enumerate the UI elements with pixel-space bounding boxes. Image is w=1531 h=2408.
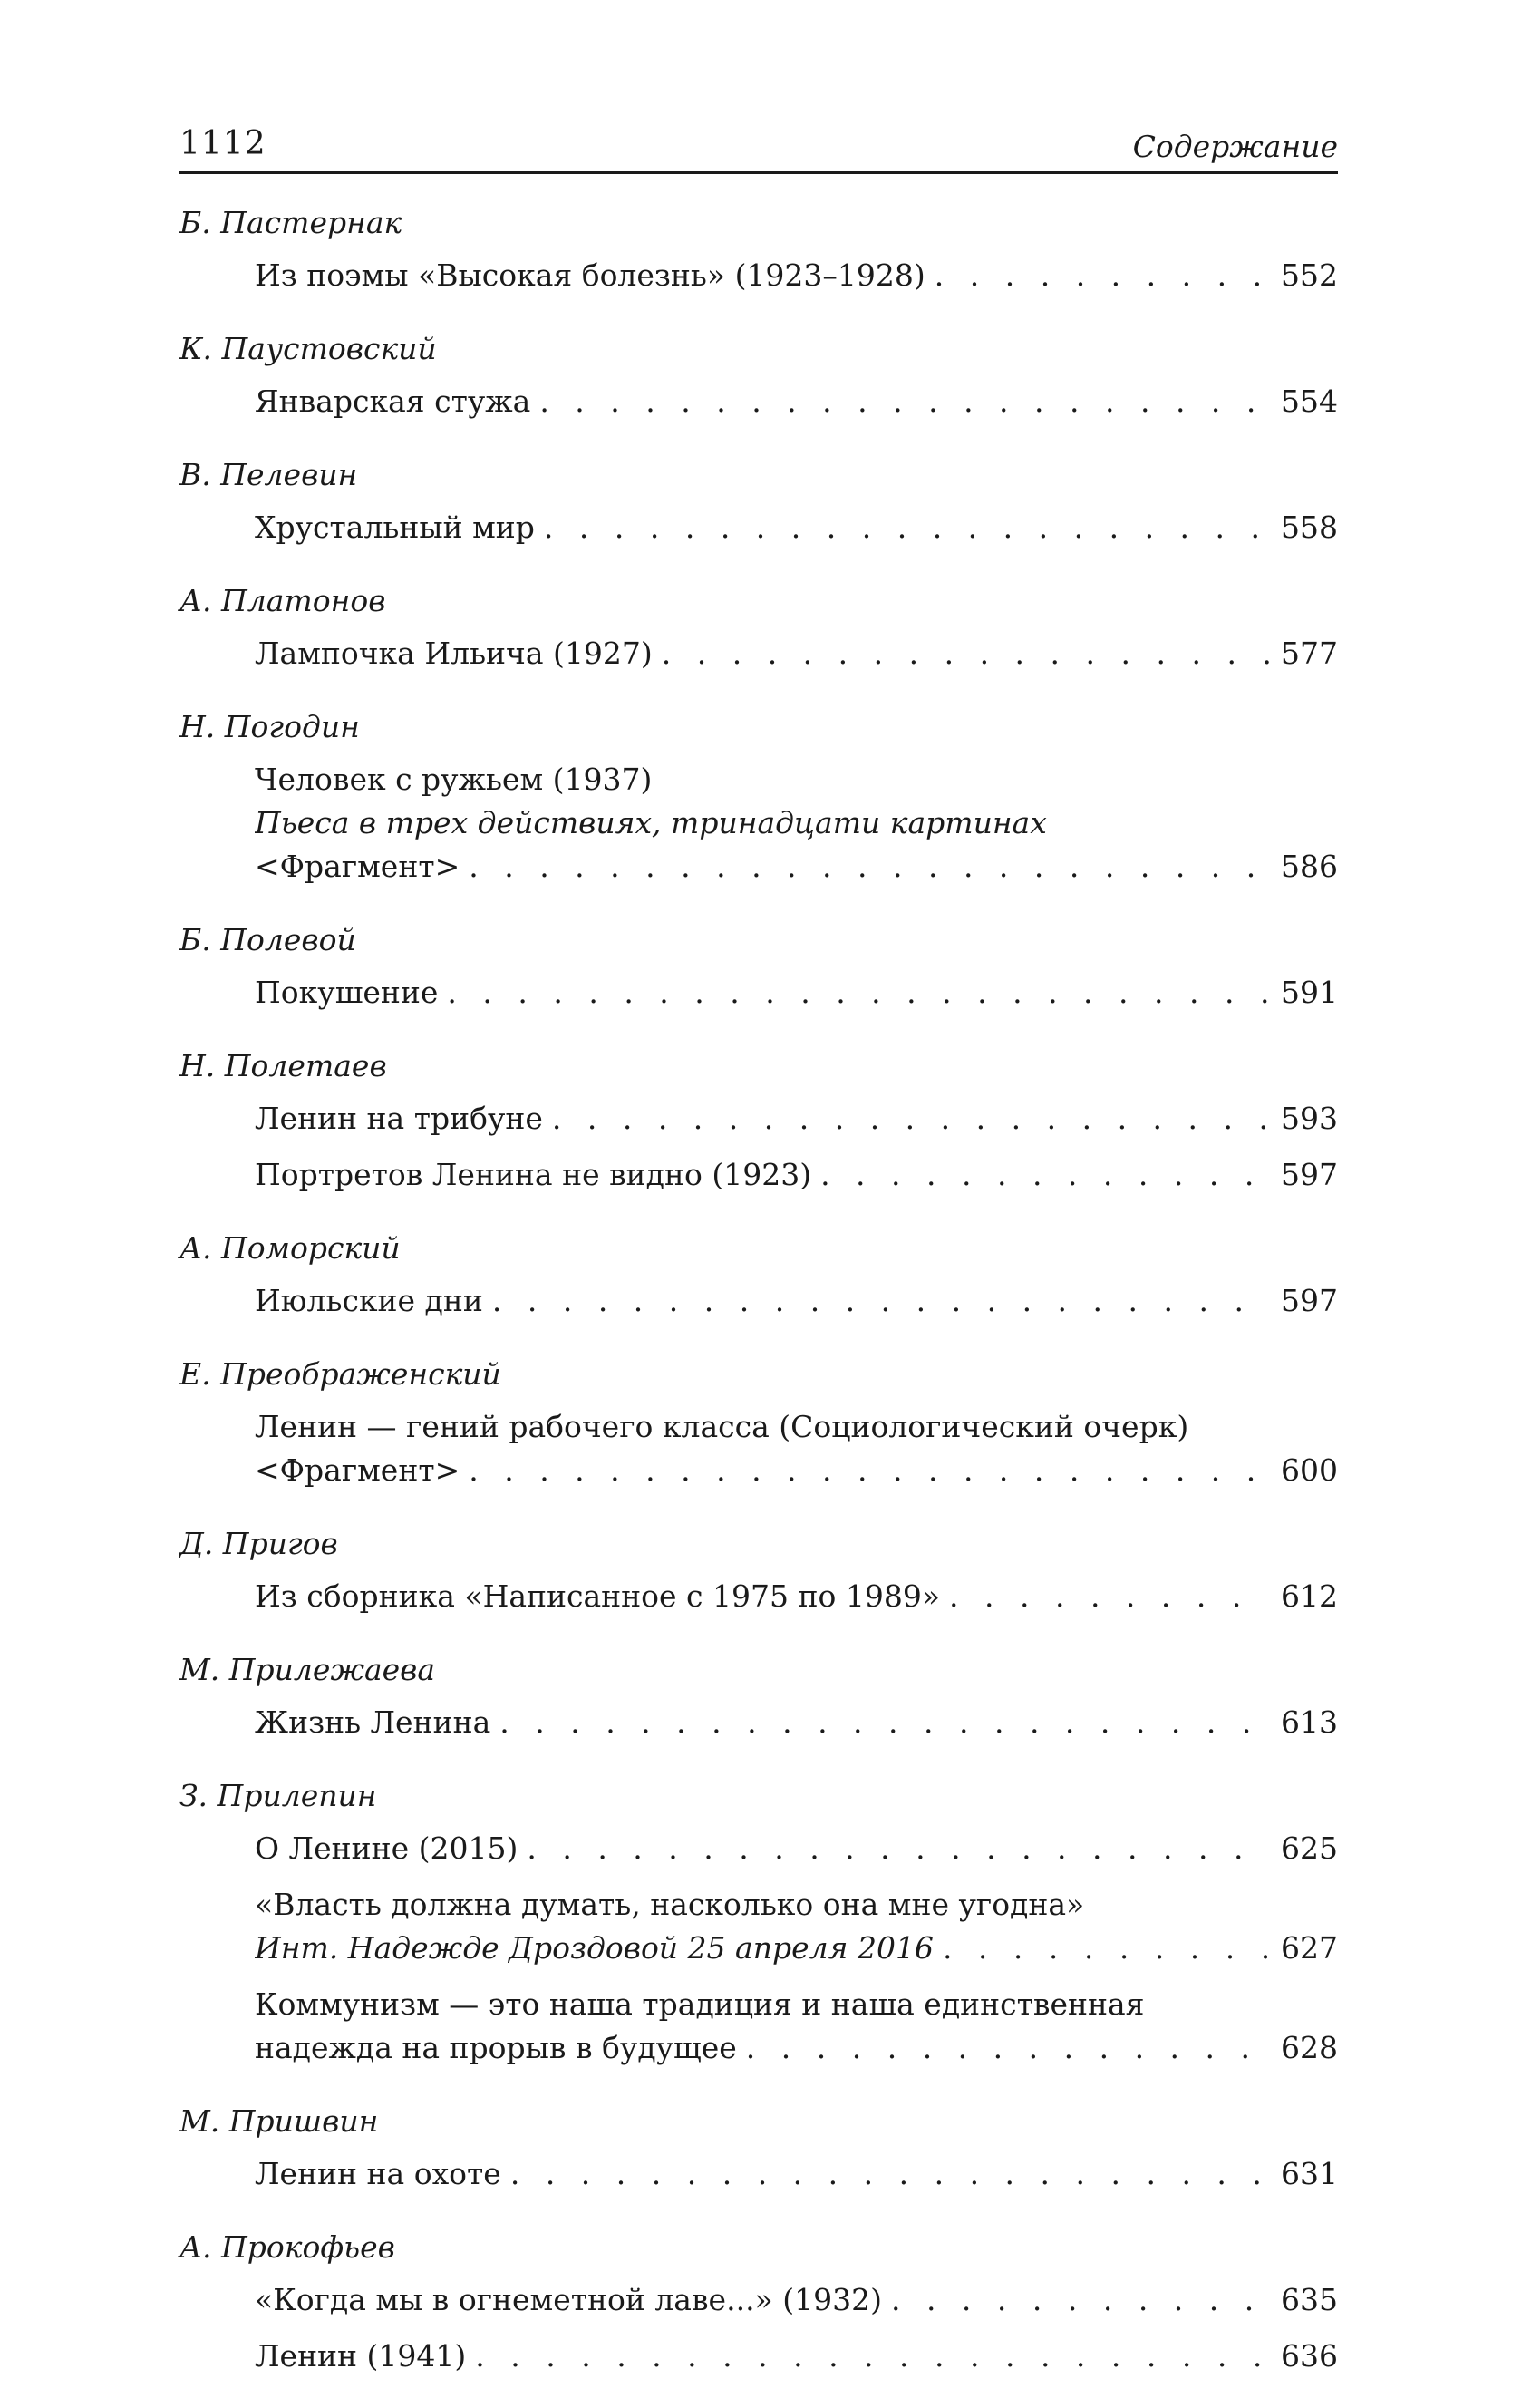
entry-leader-line <box>255 2335 1338 2378</box>
entry-leader-line <box>255 1927 1338 1970</box>
entry-leader-line <box>255 2278 1338 2322</box>
author-block <box>179 201 1338 297</box>
page-reference: 554 <box>1281 384 1338 419</box>
entry-leader-line <box>255 1827 1338 1870</box>
dot-leader <box>943 1927 1269 1970</box>
page-reference: 628 <box>1281 2030 1338 2065</box>
entry-title: Ленин (1941) <box>255 2338 467 2374</box>
toc-entry[interactable] <box>255 506 1338 549</box>
page-reference: 627 <box>1281 1930 1338 1966</box>
dot-leader <box>499 1701 1269 1744</box>
dot-leader <box>527 1827 1269 1870</box>
entry-title-line: Ленин — гений рабочего класса (Социологический очерк) <box>255 1409 1189 1444</box>
entry-leader-line <box>255 380 1338 423</box>
running-title: Содержание <box>1132 129 1338 164</box>
entry-leader-line <box>255 1701 1338 1744</box>
author-block <box>179 579 1338 675</box>
page-reference: 577 <box>1281 636 1338 671</box>
toc-entry[interactable] <box>255 632 1338 675</box>
toc-entry[interactable] <box>255 1279 1338 1323</box>
author-name: М. Прилежаева <box>179 1652 436 1687</box>
entry-leader-line <box>255 1449 1338 1492</box>
author-block <box>179 1648 1338 1744</box>
dot-leader <box>891 2278 1269 2322</box>
author-block <box>179 2100 1338 2196</box>
dot-leader <box>492 1279 1269 1323</box>
author-name: В. Пелевин <box>179 457 358 492</box>
page-reference: 593 <box>1281 1101 1338 1136</box>
dot-leader <box>662 632 1269 675</box>
page-number: 1112 <box>179 125 266 162</box>
entry-title: Ленин на охоте <box>255 2156 501 2191</box>
page-reference: 600 <box>1281 1452 1338 1488</box>
entry-title: Январская стужа <box>255 384 531 419</box>
entry-leader-line <box>255 1575 1338 1618</box>
entry-title: Хрустальный мир <box>255 510 535 545</box>
toc-entry[interactable] <box>255 2278 1338 2322</box>
author-name: Б. Полевой <box>179 922 356 957</box>
author-block <box>179 1044 1338 1197</box>
entry-title: Ленин на трибуне <box>255 1101 543 1136</box>
entry-title-line: Коммунизм — это наша традиция и наша единственная <box>255 1986 1145 2022</box>
entry-leader-line <box>255 1153 1338 1197</box>
dot-leader <box>949 1575 1269 1618</box>
entry-leader-line <box>255 2152 1338 2196</box>
author-name: Н. Полетаев <box>179 1048 387 1083</box>
author-name: М. Пришвин <box>179 2103 379 2139</box>
author-block <box>179 918 1338 1015</box>
author-name: Д. Пригов <box>179 1526 338 1561</box>
toc-entry[interactable] <box>255 1575 1338 1618</box>
author-block <box>179 1522 1338 1618</box>
entry-title: <Фрагмент> <box>255 849 460 884</box>
entry-title: «Когда мы в огнеметной лаве...» (1932) <box>255 2282 882 2317</box>
toc-entry[interactable] <box>255 1405 1338 1492</box>
toc-entry[interactable] <box>255 971 1338 1015</box>
dot-leader <box>935 254 1269 297</box>
dot-leader <box>820 1153 1269 1197</box>
entry-title: Из сборника «Написанное с 1975 по 1989» <box>255 1578 941 1614</box>
entry-title-line: Человек с ружьем (1937) <box>255 762 653 797</box>
page-reference: 612 <box>1281 1578 1338 1614</box>
page-reference: 625 <box>1281 1830 1338 1866</box>
page-reference: 597 <box>1281 1157 1338 1192</box>
entry-leader-line <box>255 506 1338 549</box>
entry-title: Лампочка Ильича (1927) <box>255 636 653 671</box>
toc-entry[interactable] <box>255 758 1338 888</box>
author-block <box>179 1353 1338 1492</box>
author-name: А. Прокофьев <box>179 2229 395 2265</box>
entry-leader-line <box>255 632 1338 675</box>
author-name: Н. Погодин <box>179 709 360 744</box>
dot-leader <box>469 845 1269 888</box>
entry-title: Июльские дни <box>255 1283 483 1318</box>
page-reference: 613 <box>1281 1704 1338 1740</box>
entry-leader-line <box>255 971 1338 1015</box>
dot-leader <box>539 380 1269 423</box>
dot-leader <box>447 971 1269 1015</box>
page-reference: 558 <box>1281 510 1338 545</box>
author-block <box>179 1227 1338 1323</box>
author-name: З. Прилепин <box>179 1778 377 1813</box>
author-name: А. Поморский <box>179 1230 401 1266</box>
entry-title: надежда на прорыв в будущее <box>255 2030 737 2065</box>
author-name: К. Паустовский <box>179 331 437 366</box>
author-name: А. Платонов <box>179 583 386 618</box>
page-reference: 586 <box>1281 849 1338 884</box>
page-reference: 591 <box>1281 975 1338 1010</box>
author-name: Е. Преображенский <box>179 1356 501 1392</box>
author-block <box>179 1774 1338 2070</box>
dot-leader <box>510 2152 1269 2196</box>
entry-title: <Фрагмент> <box>255 1452 460 1488</box>
entry-title: Жизнь Ленина <box>255 1704 491 1740</box>
entry-title: О Ленине (2015) <box>255 1830 518 1866</box>
entry-leader-line <box>255 1279 1338 1323</box>
dot-leader <box>544 506 1269 549</box>
dot-leader <box>469 1449 1269 1492</box>
entry-leader-line <box>255 845 1338 888</box>
toc-entry[interactable] <box>255 380 1338 423</box>
toc-entry[interactable] <box>255 1883 1338 1970</box>
author-block <box>179 327 1338 423</box>
dot-leader <box>746 2026 1269 2070</box>
toc-entry[interactable] <box>255 1097 1338 1141</box>
author-block <box>179 2226 1338 2378</box>
page-header <box>179 125 1338 172</box>
entry-leader-line <box>255 254 1338 297</box>
page-reference: 597 <box>1281 1283 1338 1318</box>
toc-entry[interactable] <box>255 2335 1338 2378</box>
entry-subtitle: Пьеса в трех действиях, тринадцати картинах <box>255 805 1047 840</box>
entry-leader-line <box>255 1097 1338 1141</box>
toc-entry[interactable] <box>255 254 1338 297</box>
entry-title: Из поэмы «Высокая болезнь» (1923–1928) <box>255 257 925 293</box>
dot-leader <box>552 1097 1269 1141</box>
page-reference: 552 <box>1281 257 1338 293</box>
toc-entry[interactable] <box>255 2152 1338 2196</box>
table-of-contents <box>179 201 1338 2408</box>
author-block <box>179 453 1338 549</box>
author-name: Б. Пастернак <box>179 205 402 240</box>
entry-title: Портретов Ленина не видно (1923) <box>255 1157 812 1192</box>
toc-entry[interactable] <box>255 1827 1338 1870</box>
toc-entry[interactable] <box>255 1153 1338 1197</box>
entry-leader-line <box>255 2026 1338 2070</box>
page-reference: 635 <box>1281 2282 1338 2317</box>
page-reference: 631 <box>1281 2156 1338 2191</box>
entry-title: Инт. Надежде Дроздовой 25 апреля 2016 <box>255 1930 934 1966</box>
header-rule <box>179 171 1338 174</box>
toc-entry[interactable] <box>255 1701 1338 1744</box>
dot-leader <box>475 2335 1269 2378</box>
entry-title: Покушение <box>255 975 439 1010</box>
entry-title-line: «Власть должна думать, насколько она мне угодна» <box>255 1887 1085 1922</box>
toc-entry[interactable] <box>255 1983 1338 2070</box>
author-block <box>179 705 1338 888</box>
page-reference: 636 <box>1281 2338 1338 2374</box>
